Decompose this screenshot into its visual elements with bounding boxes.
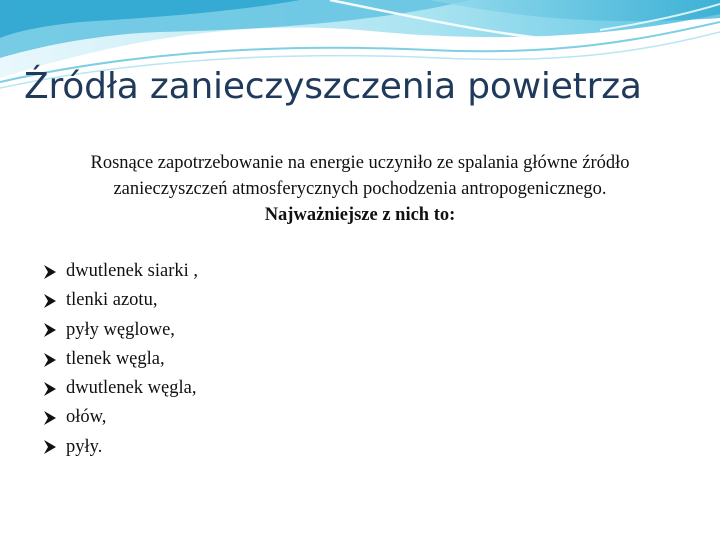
arrow-right-icon [44,265,56,279]
intro-bold-line: Najważniejsze z nich to: [264,205,456,225]
list-item [44,345,198,374]
list-item-label: dwutlenek siarki , [66,261,199,281]
intro-paragraph [30,150,690,228]
list-item [44,257,198,286]
list-item [44,286,198,315]
list-item-label: ołów, [66,407,107,428]
intro-line-1: Rosnące zapotrzebowanie na energie uczyniło ze spalania główne źródło [90,153,630,173]
list-item-label: tlenek węgla, [66,348,165,369]
arrow-right-icon [44,440,56,454]
arrow-right-icon [44,411,56,425]
list-item-label: tlenki azotu, [66,290,158,311]
list-item-label: pyły. [66,436,103,457]
slide-title: Źródła zanieczyszczenia powietrza [24,66,642,107]
list-item-label: dwutlenek węgla, [66,378,197,399]
arrow-right-icon [44,294,56,308]
bullet-list [44,257,198,462]
list-item [44,403,198,432]
arrow-right-icon [44,353,56,367]
list-item [44,316,198,345]
arrow-right-icon [44,323,56,337]
list-item-label: pyły węglowe, [66,319,175,340]
list-item [44,374,198,403]
intro-line-2: zanieczyszczeń atmosferycznych pochodzenia antropogenicznego. [113,179,607,199]
arrow-right-icon [44,382,56,396]
list-item [44,433,198,462]
